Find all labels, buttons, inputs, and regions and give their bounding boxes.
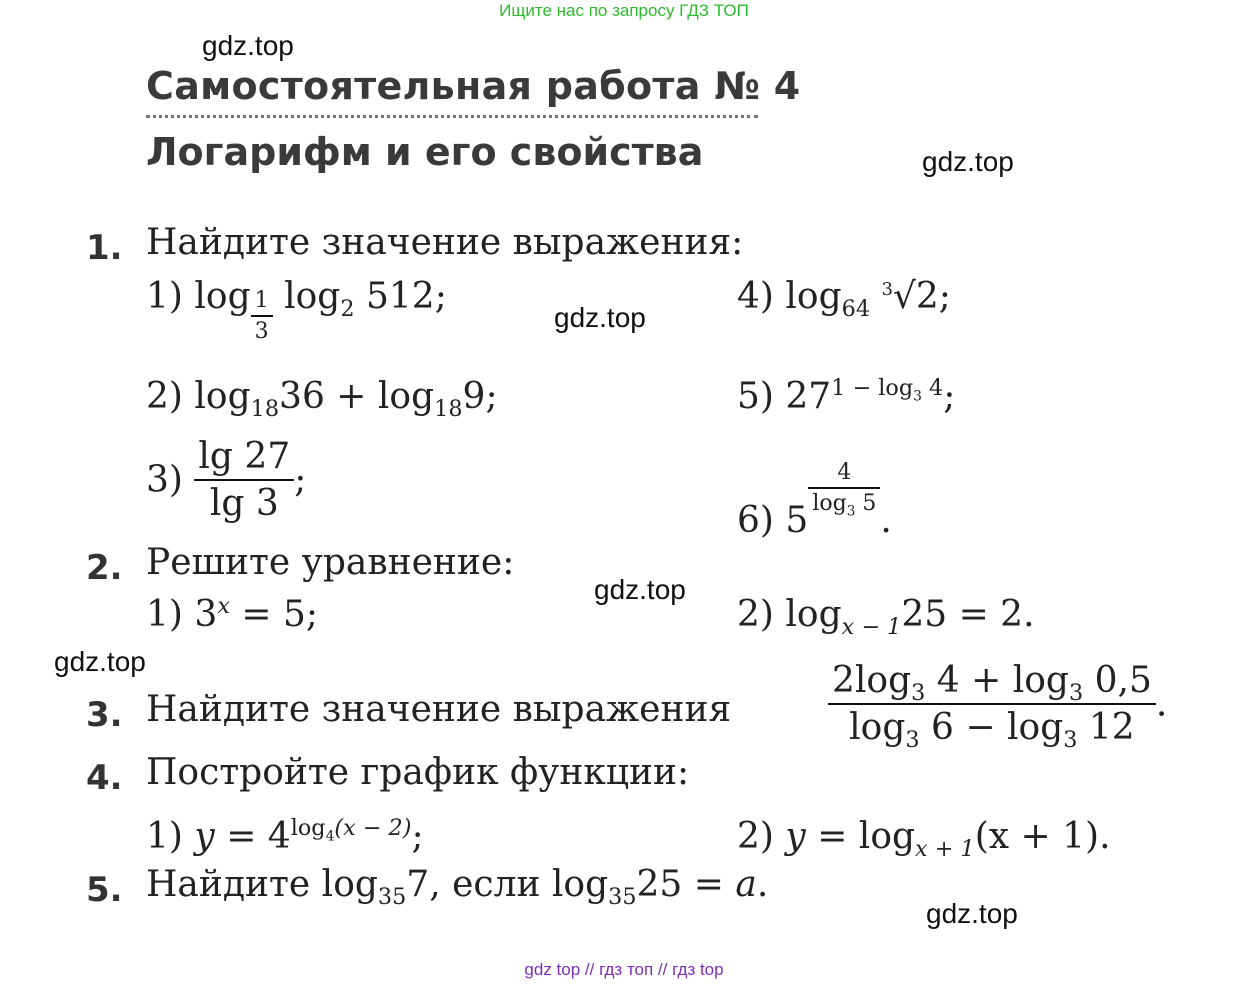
page-title: Самостоятельная работа № 4 [146,64,801,108]
watermark: gdz.top [202,30,294,61]
top-banner[interactable]: Ищите нас по запросу ГДЗ ТОП [499,1,749,20]
task1-item1: 1) log $\frac{1}{3}$ $\log_2 512$; [146,276,447,344]
watermark: gdz.top [922,146,1014,177]
watermark: gdz.top [926,898,1018,929]
bottom-banner[interactable]: gdz top // гдз топ // гдз top [524,960,724,979]
task-text: Найдите значение выражения [146,689,732,730]
page-subtitle: Логарифм и его свойства [146,130,704,174]
task2-item2: 2) $\log_{x - 1}25 = 2$. [737,594,1035,641]
task-text: Решите уравнение: [146,542,515,583]
task-text: Найдите значение выражения: [146,222,744,263]
task1-item5: 5) $27^{1 - log_3 4}$; [737,375,956,417]
watermark: gdz.top [54,646,146,677]
task1-item3: 3) $\frac{\lg 27}{\lg 3}$ ; [146,436,307,524]
task-text: Постройте график функции: [146,752,690,793]
task4-item2: 2) $y = \log_{x + 1}(x + 1)$. [737,816,1111,863]
task5-text: Найдите $\log_{35}7$, если $\log_{35}25 = a$. [146,864,769,911]
task1-item4: 4) $\log_{64} ^3√2$; [737,276,951,323]
task-number: 3. [86,695,123,735]
task1-item2: 2) $\log_{18}36 + \log_{18}9$; [146,376,498,423]
task1-item6: 6) 5 $\frac{4}{\log_3 5}$ . [737,460,892,541]
task-number: 1. [86,228,123,268]
title-divider [146,115,758,118]
task-number: 4. [86,758,123,798]
watermark: gdz.top [554,302,646,333]
watermark: gdz.top [594,574,686,605]
task-number: 5. [86,870,123,910]
task2-item1: 1) $3^x = 5$; [146,593,318,635]
task3-fraction: $\frac{2\log_3 4 + \log_3 0,5}{\log_3 6 - \log_3 12}$ . [828,660,1167,748]
task4-item1: 1) $y = 4^{log_4(x - 2)}$; [146,815,424,857]
task-number: 2. [86,548,123,588]
